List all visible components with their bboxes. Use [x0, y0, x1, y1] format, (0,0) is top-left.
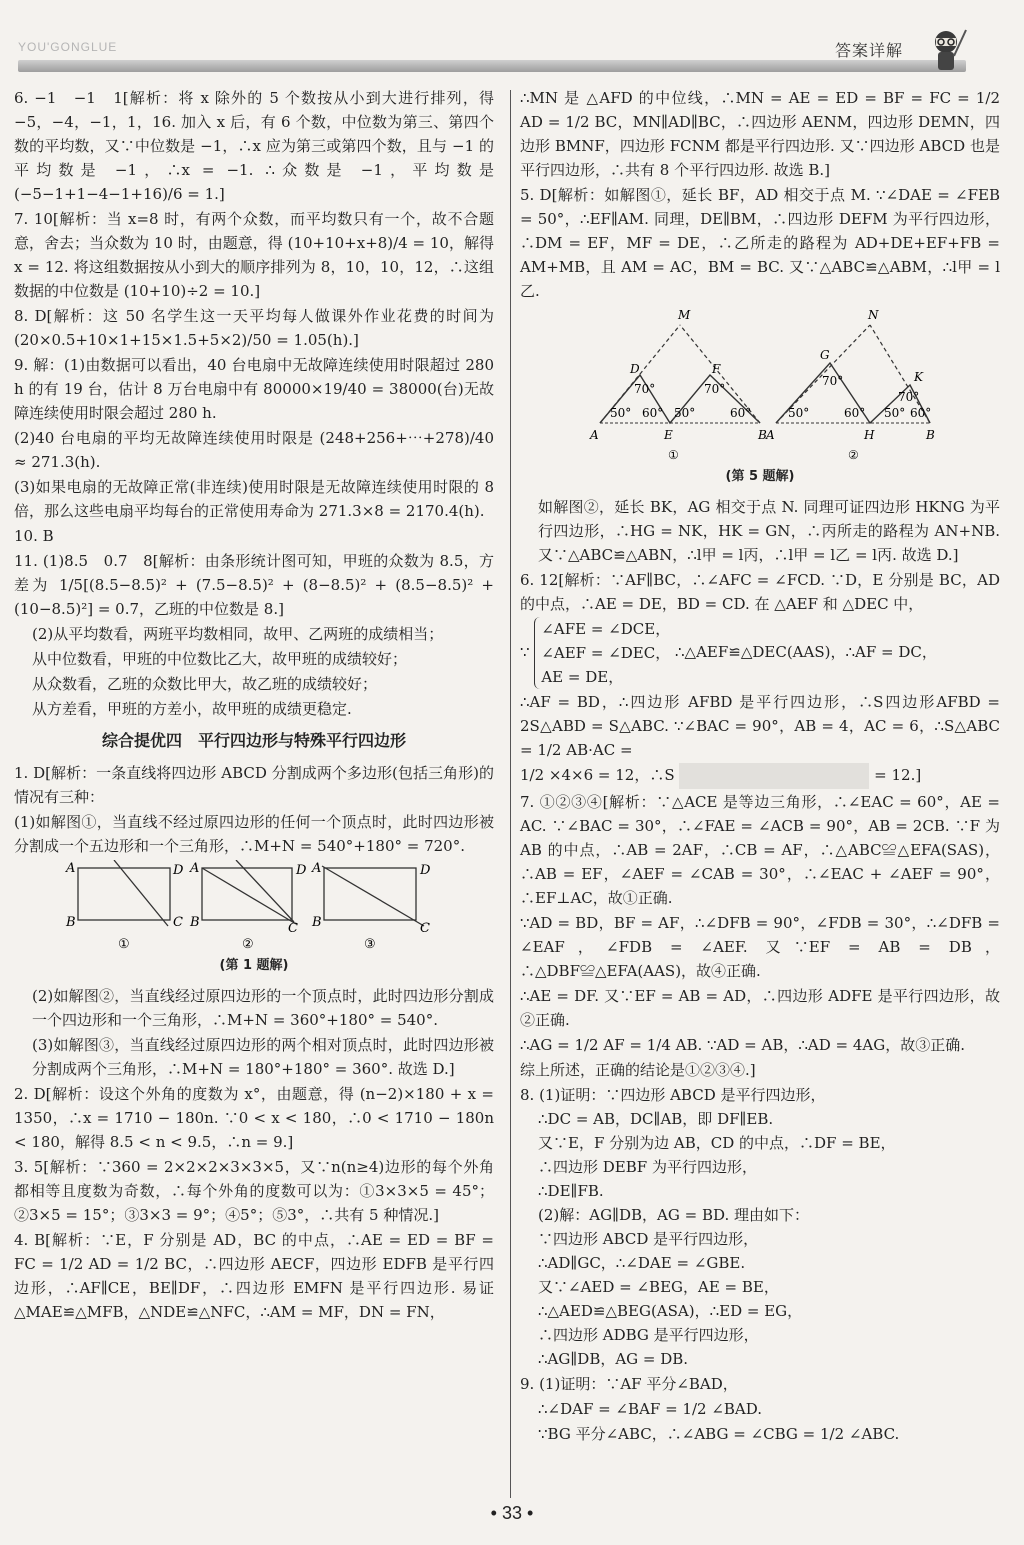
svg-text:B: B — [66, 915, 76, 930]
svg-text:①: ① — [668, 448, 679, 462]
answer-8-line: 8. (1)证明：∵四边形 ABCD 是平行四边形， — [520, 1086, 826, 1104]
section-title: 综合提优四 平行四边形与特殊平行四边形 — [101, 731, 406, 750]
answer-8 — [520, 1083, 1000, 1371]
svg-text:N: N — [868, 308, 879, 322]
svg-text:A: A — [590, 428, 599, 442]
answer-6-brace-block: ∵ ∠AFE = ∠DCE， ∠AEF = ∠DEC， AE = DE， ∴△AEF≌△DEC(AAS)，∴AF = DC， — [520, 617, 1000, 689]
answer-8: 8. D[解析：这 50 名学生这一天平均每人做课外作业花费的时间为 (20×0.5+10×1+15×1.5+5×2)/50 = 1.05(h).] — [14, 307, 494, 349]
answer-7-part1: 7. ①②③④[解析：∵△ACE 是等边三角形，∴∠EAC = 60°，AE = AC. ∵∠BAC = 30°，∴∠FAE = ∠ACB = 90°，AB = 2CB. ∵F 为 AB 的中点，∴AB = 2AF，∴CB = AF，∴△ABC≌△EFA(SAS)，∴AB = EF，∠AEF = ∠CAB = 30°，∴∠EAC + ∠AEF = 90°，∴EF⊥AC，故①正确. — [520, 793, 1000, 907]
svg-text:70°: 70° — [898, 390, 920, 404]
header-title: 答案详解 — [835, 41, 904, 60]
section4-answer-1d: (3)如解图③，当直线经过原四边形的两个相对顶点时，此时四边形被分割成两个三角形，∴M+N = 180°+180° = 360°. 故选 D.] — [32, 1036, 494, 1078]
figure-1-rectangles — [64, 860, 444, 952]
answer-8-line: ∴AD∥GC，∴∠DAE = ∠GBE. — [538, 1254, 746, 1272]
column-divider — [510, 90, 511, 1498]
svg-text:②: ② — [848, 448, 859, 462]
answer-6: 6. −1 −1 1[解析：将 x 除外的 5 个数按从小到大进行排列，得 −5，−4，−1，1，16. 加入 x 后，有 6 个数，中位数为第三、第四个数的平均数，又∵中位数是 −1，∴x 应为第三或第四个数，且与 −1 的平均数是 −1，∴x = −1. ∴众数是 −1，平均数是 (−5−1+1−4−1+16)/6 = 1.] — [14, 89, 494, 203]
redacted-region — [679, 763, 869, 789]
answer-7-part4: ∴AG = 1/2 AF = 1/4 AB. ∵AD = AB，∴AD = 4AG，故③正确. — [520, 1036, 966, 1054]
svg-text:D: D — [296, 863, 307, 878]
svg-text:A: A — [190, 861, 200, 876]
svg-text:F: F — [712, 362, 721, 376]
svg-text:B: B — [926, 428, 935, 442]
svg-text:70°: 70° — [822, 374, 844, 388]
answer-7-part5: 综上所述，正确的结论是①②③④.] — [520, 1061, 756, 1079]
svg-text:①: ① — [118, 937, 130, 952]
svg-text:60°: 60° — [844, 406, 866, 420]
svg-text:60°: 60° — [642, 406, 664, 420]
answer-6-part3: 1/2 ×4×6 = 12，∴S = 12.] — [520, 763, 1000, 789]
svg-text:C: C — [420, 921, 430, 936]
svg-text:D: D — [630, 362, 640, 376]
mascot-illustration — [924, 26, 968, 74]
svg-text:60°: 60° — [730, 406, 752, 420]
answer-9-line1: 9. (1)证明：∵AF 平分∠BAD， — [520, 1375, 738, 1393]
answer-6-part1: 6. 12[解析：∵AF∥BC，∴∠AFC = ∠FCD. ∵D，E 分别是 BC，AD 的中点，∴AE = DE，BD = CD. 在 △AEF 和 △DEC 中， — [520, 571, 1000, 613]
answer-11-part5: 从方差看，甲班的方差小，故甲班的成绩更稳定. — [32, 700, 352, 718]
header-bar — [18, 60, 966, 72]
answer-11-part2: (2)从平均数看，两班平均数相同，故甲、乙两班的成绩相当； — [32, 625, 444, 643]
svg-text:②: ② — [242, 937, 254, 952]
fig1-cut-2 — [202, 868, 296, 924]
svg-text:50°: 50° — [788, 406, 810, 420]
svg-text:70°: 70° — [704, 382, 726, 396]
answer-7: 7. 10[解析：当 x=8 时，有两个众数，而平均数只有一个，故不合题意，舍去；当众数为 10 时，由题意，得 (10+10+x+8)/4 = 10，解得 x = 12. 将这组数据按从小到大的顺序排列为 8，10，10，12，∴这组数据的中位数是 (10+10)÷2 = 10.] — [14, 210, 494, 300]
svg-text:③: ③ — [364, 937, 376, 952]
answer-9-line3: ∵BG 平分∠ABC，∴∠ABG = ∠CBG = 1/2 ∠ABC. — [538, 1425, 900, 1443]
svg-text:50°: 50° — [884, 406, 906, 420]
fig1-cut-1 — [114, 860, 168, 926]
brace-conclusion: ∴△AEF≌△DEC(AAS)，∴AF = DC， — [675, 643, 937, 661]
answer-11-part1: 11. (1)8.5 0.7 8[解析：由条形统计图可知，甲班的众数为 8.5，方差为 1/5[(8.5−8.5)² + (7.5−8.5)² + (8−8.5)² + (8.5−8.5)² + (10−8.5)²] = 0.7，乙班的中位数是 8.] — [14, 552, 494, 618]
answer-5-part2: 如解图②，延长 BK，AG 相交于点 N. 同理可证四边形 HKNG 为平行四边形，∴HG = NK，HK = GN，∴丙所走的路程为 AN+NB. 又∵△ABC≌△ABN，∴l甲 = l丙，∴l甲 = l乙 = l丙. 故选 D.] — [538, 498, 1000, 564]
answer-9-part1: 9. 解：(1)由数据可以看出，40 台电扇中无故障连续使用时限超过 280 h 的有 19 台，估计 8 万台电扇中有 80000×19/40 = 38000(台)无故障连续使用时限会超过 280 h. — [14, 356, 494, 422]
section4-answer-1a: 1. D[解析：一条直线将四边形 ABCD 分割成两个多边形(包括三角形)的情况有三种： — [14, 764, 494, 806]
svg-text:C: C — [173, 915, 183, 930]
svg-text:A: A — [312, 861, 322, 876]
answer-8-line: ∴△AED≌△BEG(ASA)，∴ED = EG， — [538, 1302, 803, 1320]
svg-text:H: H — [864, 428, 875, 442]
fig1-cut-3 — [322, 866, 424, 926]
brace-line-2: ∠AEF = ∠DEC， — [541, 644, 671, 662]
brace-line-3: AE = DE， — [541, 668, 624, 686]
page-number: • 33 • — [490, 1503, 534, 1523]
answer-7-part3: ∴AE = DF. 又∵EF = AB = AD，∴四边形 ADFE 是平行四边形，故②正确. — [520, 987, 1000, 1029]
answer-11-part3: 从中位数看，甲班的中位数比乙大，故甲班的成绩较好； — [32, 650, 408, 668]
figure-5-paths — [580, 305, 940, 463]
answer-8-line: ∵四边形 ABCD 是平行四边形， — [538, 1230, 759, 1248]
svg-text:G: G — [820, 348, 830, 362]
svg-text:50°: 50° — [674, 406, 696, 420]
svg-text:E: E — [664, 428, 673, 442]
svg-text:B: B — [312, 915, 322, 930]
brace-line-1: ∠AFE = ∠DCE， — [541, 620, 671, 638]
answer-8-line: ∴DE∥FB. — [538, 1182, 604, 1200]
header-watermark: YOU'GONGLUE — [18, 40, 118, 54]
answer-9-part3: (3)如果电扇的无故障正常(非连续)使用时限是无故障连续使用时限的 8 倍，那么这些电扇平均每台的正常使用寿命为 271.3×8 = 2170.4(h). — [14, 478, 494, 520]
svg-text:D: D — [420, 863, 431, 878]
answer-11-part4: 从众数看，乙班的众数比甲大，故乙班的成绩较好； — [32, 675, 378, 693]
svg-text:M: M — [678, 308, 691, 322]
svg-text:D: D — [173, 863, 184, 878]
right-column — [520, 86, 1000, 1447]
figure-5-caption: (第 5 题解) — [725, 469, 795, 484]
section4-answer-1c: (2)如解图②，当直线经过原四边形的一个顶点时，此时四边形分割成一个四边形和一个三角形，∴M+N = 360°+180° = 540°. — [32, 987, 494, 1029]
svg-text:50°: 50° — [610, 406, 632, 420]
svg-text:B: B — [190, 915, 200, 930]
svg-text:A: A — [766, 428, 775, 442]
answer-8-line: ∴四边形 DEBF 为平行四边形， — [538, 1158, 757, 1176]
section4-answer-1b: (1)如解图①，当直线不经过原四边形的任何一个顶点时，此时四边形被分割成一个五边形和一个三角形，∴M+N = 540°+180° = 720°. — [14, 813, 494, 855]
svg-text:70°: 70° — [634, 382, 656, 396]
answer-5-part1: 5. D[解析：如解图①，延长 BF，AD 相交于点 M. ∵∠DAE = ∠FEB = 50°，∴EF∥AM. 同理，DE∥BM，∴四边形 DEFM 为平行四边形，∴DM = EF，MF = DE，∴乙所走的路程为 AD+DE+EF+FB = AM+MB，且 AM = AC，BM = BC. 又∵△ABC≌△ABM，∴l甲 = l乙. — [520, 186, 1000, 300]
answer-6-part2: ∴AF = BD，∴四边形 AFBD 是平行四边形，∴S四边形AFBD = 2S△ABD = S△ABC. ∵∠BAC = 90°，AB = 4，AC = 6，∴S△ABC = 1/2 AB·AC = — [520, 693, 1000, 759]
answer-8-line: ∴DC = AB，DC∥AB，即 DF∥EB. — [538, 1110, 774, 1128]
svg-text:A: A — [66, 861, 76, 876]
svg-text:K: K — [914, 370, 923, 384]
answer-9-part2: (2)40 台电扇的平均无故障连续使用时限是 (248+256+⋯+278)/40 ≈ 271.3(h). — [14, 429, 494, 471]
answer-4-continued: ∴MN 是 △AFD 的中位线，∴MN = AE = ED = BF = FC = 1/2 AD = 1/2 BC，MN∥AD∥BC，∴四边形 AENM，四边形 DEMN，四边形 BMNF，四边形 FCNM 都是平行四边形. 又∵四边形 ABCD 也是平行四边形，∴共有 8 个平行四边形. 故选 B.] — [520, 89, 1000, 179]
svg-text:C: C — [288, 921, 298, 936]
answer-8-line: ∴AG∥DB，AG = DB. — [538, 1350, 689, 1368]
answer-8-line: (2)解：AG∥DB，AG = BD. 理由如下： — [538, 1206, 810, 1224]
section4-answer-4: 4. B[解析：∵E，F 分别是 AD，BC 的中点，∴AE = ED = BF = FC = 1/2 AD = 1/2 BC，∴四边形 AECF，四边形 EDFB 是平行四边形，∴AF∥CE，BE∥DF，∴四边形 EMFN 是平行四边形. 易证 △MAE≌△MFB，△NDE≌△NFC，∴AM = MF，DN = FN， — [14, 1231, 494, 1321]
section4-answer-3: 3. 5[解析：∵360 = 2×2×2×3×3×5，又∵n(n≥4)边形的每个外角都相等且度数为奇数，∴每个外角的度数可以为：①3×3×5 = 45°；②3×5 = 15°；③3×3 = 9°；④5°；⑤3°，∴共有 5 种情况.] — [14, 1158, 494, 1224]
svg-text:B: B — [758, 428, 767, 442]
section4-answer-2: 2. D[解析：设这个外角的度数为 x°，由题意，得 (n−2)×180 + x = 1350，∴x = 1710 − 180n. ∵0 < x < 180，∴0 < 1710 − 180n < 180，解得 8.5 < n < 9.5，∴n = 9.] — [14, 1085, 494, 1151]
left-column — [14, 86, 494, 1325]
answer-8-line: 又∵∠AED = ∠BEG，AE = BE， — [538, 1278, 779, 1296]
answer-7-part2: ∵AD = BD，BF = AF，∴∠DFB = 90°，∠FDB = 30°，∴∠DFB = ∠EAF，∠FDB = ∠AEF. 又∵EF = AB = DB，∴△DBF≌△EFA(AAS)，故④正确. — [520, 914, 1000, 980]
figure-1-caption: (第 1 题解) — [219, 958, 289, 973]
svg-text:60°: 60° — [910, 406, 932, 420]
answer-9-line2: ∴∠DAF = ∠BAF = 1/2 ∠BAD. — [538, 1400, 763, 1418]
answer-8-line: 又∵E，F 分别为边 AB，CD 的中点，∴DF = BE， — [538, 1134, 896, 1152]
answer-8-line: ∴四边形 ADBG 是平行四边形， — [538, 1326, 759, 1344]
answer-10: 10. B — [14, 527, 54, 545]
